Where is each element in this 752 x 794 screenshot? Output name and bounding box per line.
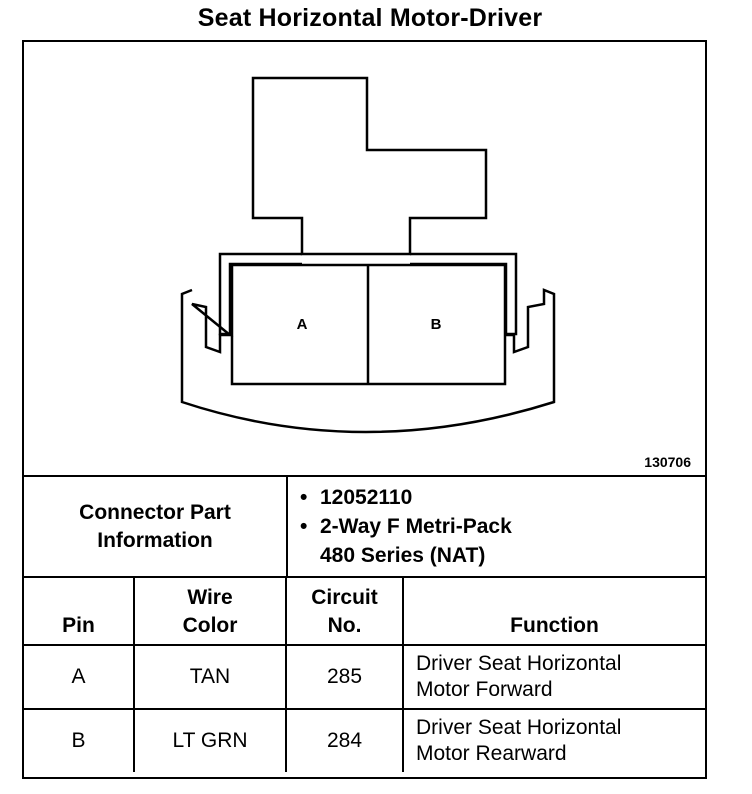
pinout-table (24, 578, 705, 772)
connector-diagram (24, 42, 705, 477)
cell-function: Driver Seat Horizontal Motor Forward (403, 645, 705, 709)
connector-sheet (22, 40, 707, 779)
cavity-b-label: B (430, 316, 442, 333)
page-title: Seat Horizontal Motor-Driver (197, 4, 543, 32)
list-item (288, 483, 698, 512)
cell-circuit-no: 285 (286, 645, 403, 709)
connector-description: 2-Way F Metri-Pack 480 Series (NAT) (320, 515, 512, 567)
table-row (24, 709, 705, 772)
cell-wire-color: TAN (134, 645, 286, 709)
connector-info-label (24, 477, 288, 576)
header-wire-color: Wire Color (134, 578, 286, 645)
connector-drawing (24, 42, 705, 475)
header-pin: Pin (24, 578, 134, 645)
bullet: • (300, 486, 308, 509)
cell-circuit-no: 284 (286, 709, 403, 772)
cell-function: Driver Seat Horizontal Motor Rearward (403, 709, 705, 772)
part-number: 12052110 (320, 486, 413, 509)
connector-info-list (288, 483, 698, 570)
header-function: Function (403, 578, 705, 645)
cell-wire-color: LT GRN (134, 709, 286, 772)
connector-info-row (24, 477, 705, 578)
connector-label-line2: Information (97, 528, 213, 552)
list-item (288, 512, 698, 570)
cell-pin: B (24, 709, 134, 772)
header-circuit-no: Circuit No. (286, 578, 403, 645)
cell-pin: A (24, 645, 134, 709)
connector-body-outline (253, 78, 486, 254)
cavity-a-label: A (296, 316, 308, 333)
bullet: • (300, 515, 308, 538)
figure-number: 130706 (644, 454, 691, 470)
table-header-row (24, 578, 705, 645)
table-row (24, 645, 705, 709)
connector-label-line1: Connector Part (79, 500, 231, 524)
